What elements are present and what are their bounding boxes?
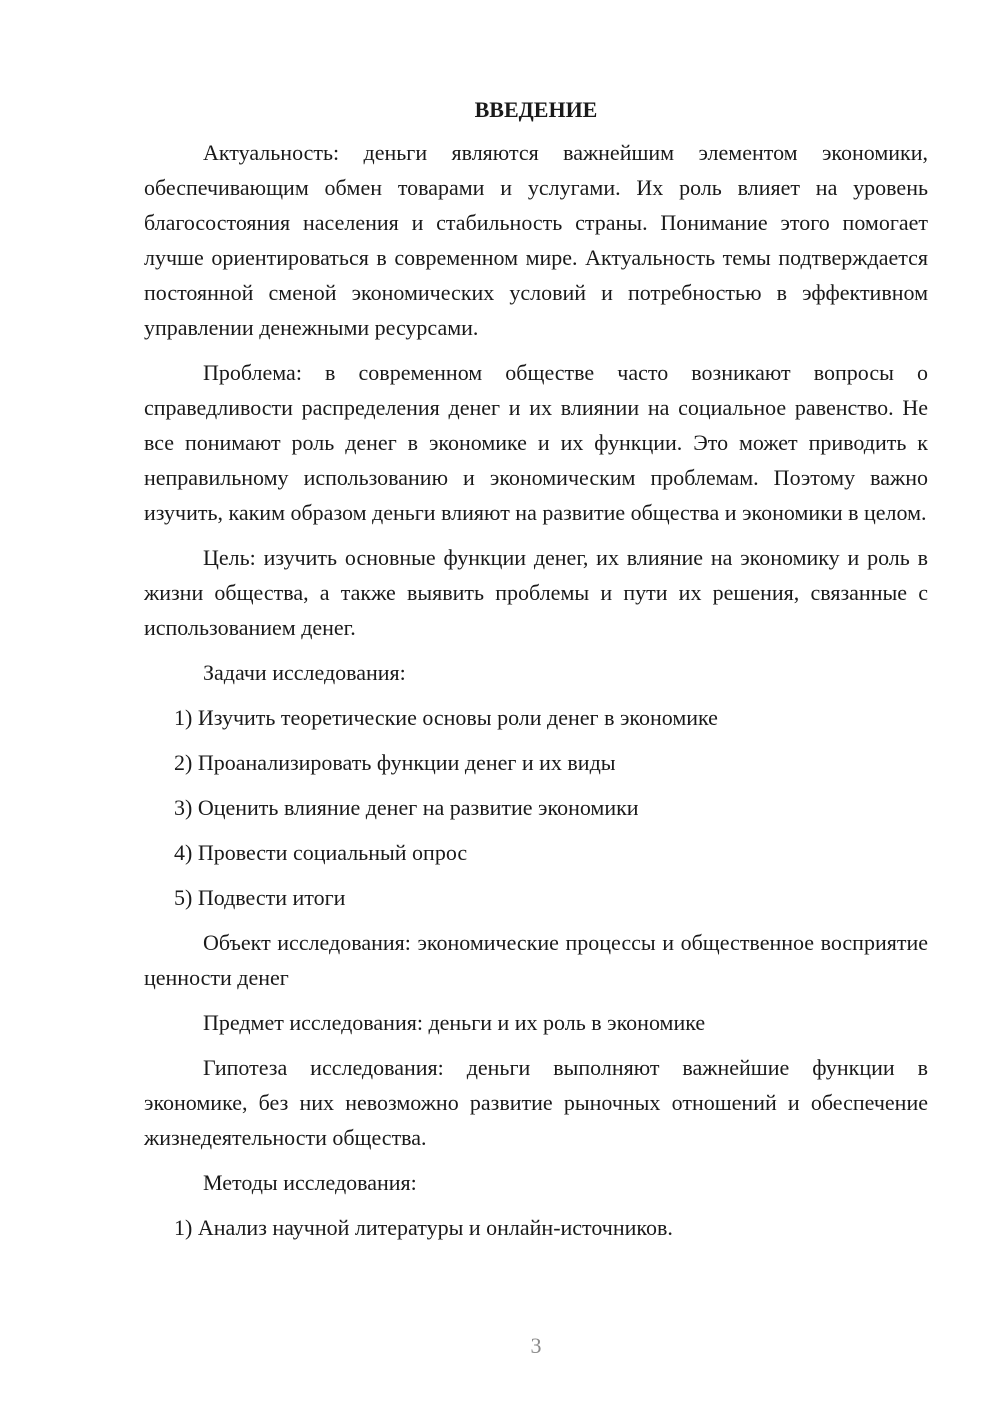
relevance-paragraph: Актуальность: деньги являются важнейшим элементом экономики, обеспечивающим обмен товарами и услугами. Их роль влияет на уровень благосостояния населения и стабильность страны. Понимание этого помогает лучше ориентироваться в современном мире. Актуальность темы подтверждается постоянной сменой экономических условий и потребностью в эффективном управлении денежными ресурсами. <box>144 140 928 340</box>
tasks-heading: Задачи исследования: <box>203 660 406 685</box>
document-page <box>144 92 928 1255</box>
list-item: 2) Проанализировать функции денег и их виды <box>174 750 616 775</box>
list-item: 1) Изучить теоретические основы роли денег в экономике <box>174 705 718 730</box>
list-item: 4) Провести социальный опрос <box>174 840 468 865</box>
list-item: 1) Анализ научной литературы и онлайн-источников. <box>174 1215 673 1240</box>
hypothesis-paragraph: Гипотеза исследования: деньги выполняют важнейшие функции в экономике, без них невозможно развитие рыночных отношений и обеспечение жизнедеятельности общества. <box>144 1055 928 1150</box>
page-number: 3 <box>530 1333 542 1358</box>
object-paragraph: Объект исследования: экономические процессы и общественное восприятие ценности денег <box>144 930 928 990</box>
list-item: 3) Оценить влияние денег на развитие экономики <box>174 795 639 820</box>
page-title: ВВЕДЕНИЕ <box>474 97 598 122</box>
subject-paragraph: Предмет исследования: деньги и их роль в экономике <box>203 1010 706 1035</box>
goal-paragraph: Цель: изучить основные функции денег, их влияние на экономику и роль в жизни общества, а также выявить проблемы и пути их решения, связанные с использованием денег. <box>144 545 928 640</box>
methods-heading: Методы исследования: <box>203 1170 417 1195</box>
list-item: 5) Подвести итоги <box>174 885 346 910</box>
problem-paragraph: Проблема: в современном обществе часто возникают вопросы о справедливости распределения денег и их влиянии на социальное равенство. Не все понимают роль денег в экономике и их функции. Это может приводить к неправильному использованию и экономическим проблемам. Поэтому важно изучить, каким образом деньги влияют на развитие общества и экономики в целом. <box>144 360 928 525</box>
